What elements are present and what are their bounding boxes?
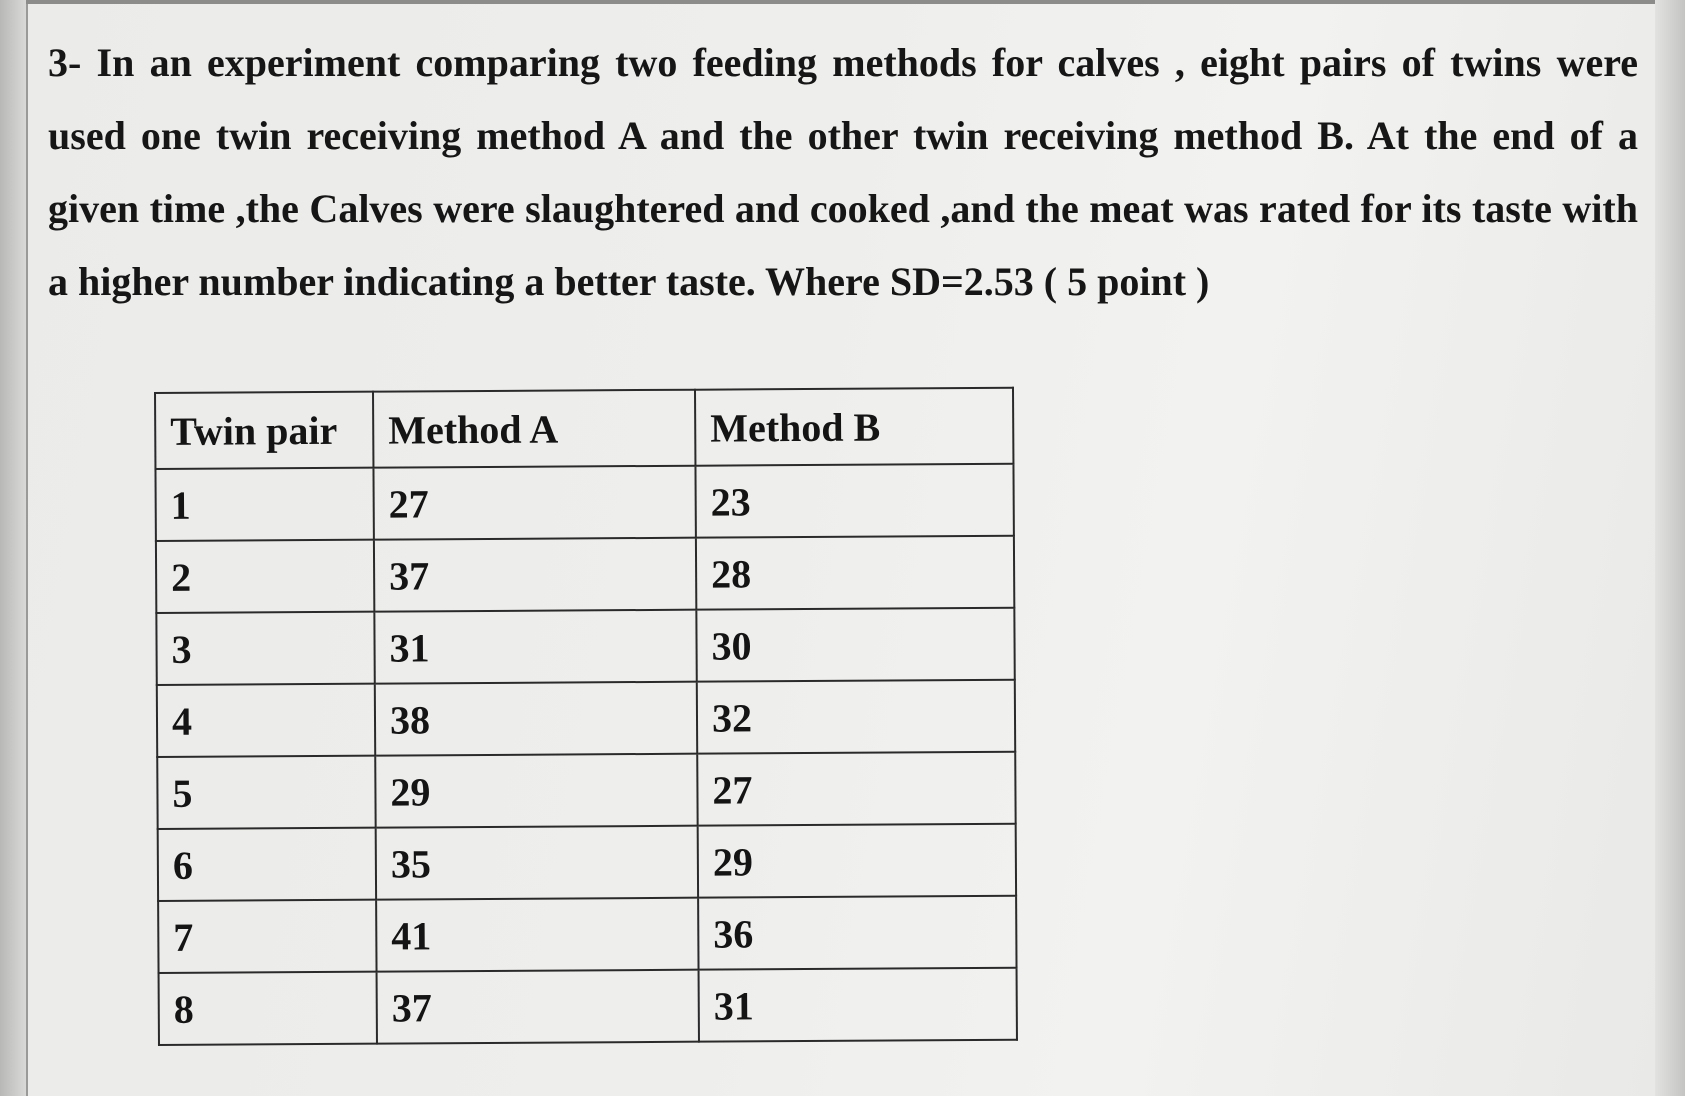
cell-twin-pair: 8 [159, 972, 377, 1045]
cell-method-a: 37 [374, 538, 696, 612]
cell-method-b: 29 [698, 824, 1016, 898]
table-row [158, 824, 1016, 901]
cell-twin-pair: 1 [155, 468, 373, 541]
cell-method-b: 28 [696, 536, 1014, 610]
document-page [26, 4, 1655, 1096]
cell-method-a: 29 [375, 754, 697, 828]
cell-method-b: 36 [698, 896, 1016, 970]
cell-method-b: 32 [697, 680, 1015, 754]
header-twin-pair: Twin pair [155, 392, 373, 469]
cell-twin-pair: 6 [158, 828, 376, 901]
table-row [156, 608, 1014, 685]
cell-method-a: 37 [377, 970, 699, 1044]
cell-method-b: 31 [699, 968, 1017, 1042]
table-row [157, 752, 1015, 829]
table-row [157, 680, 1015, 757]
header-method-b: Method B [695, 388, 1013, 466]
cell-method-a: 31 [374, 610, 696, 684]
scan-left-edge [0, 0, 26, 1096]
cell-method-a: 35 [376, 826, 698, 900]
cell-twin-pair: 4 [157, 684, 375, 757]
cell-twin-pair: 7 [158, 900, 376, 973]
table-row [159, 968, 1017, 1045]
cell-method-a: 41 [376, 898, 698, 972]
twin-pair-table [154, 387, 1018, 1046]
table-row [155, 464, 1013, 541]
table-row [156, 536, 1014, 613]
cell-method-a: 27 [373, 466, 695, 540]
table-header-row [155, 388, 1013, 469]
cell-method-b: 23 [695, 464, 1013, 538]
scan-right-edge [1655, 0, 1685, 1096]
cell-method-a: 38 [375, 682, 697, 756]
cell-method-b: 30 [696, 608, 1014, 682]
table-row [158, 896, 1016, 973]
cell-twin-pair: 2 [156, 540, 374, 613]
cell-twin-pair: 5 [157, 756, 375, 829]
cell-twin-pair: 3 [156, 612, 374, 685]
header-method-a: Method A [373, 390, 695, 468]
cell-method-b: 27 [697, 752, 1015, 826]
question-text: 3- In an experiment comparing two feeding methods for calves , eight pairs of twins were used one twin receiving method A and the other twin receiving method B. At the end of a given time ,the Calves were slaughtered and cooked ,and the meat was rated for its taste with a higher number indicating a better taste. Where SD=2.53 ( 5 point ) [48, 40, 1638, 304]
